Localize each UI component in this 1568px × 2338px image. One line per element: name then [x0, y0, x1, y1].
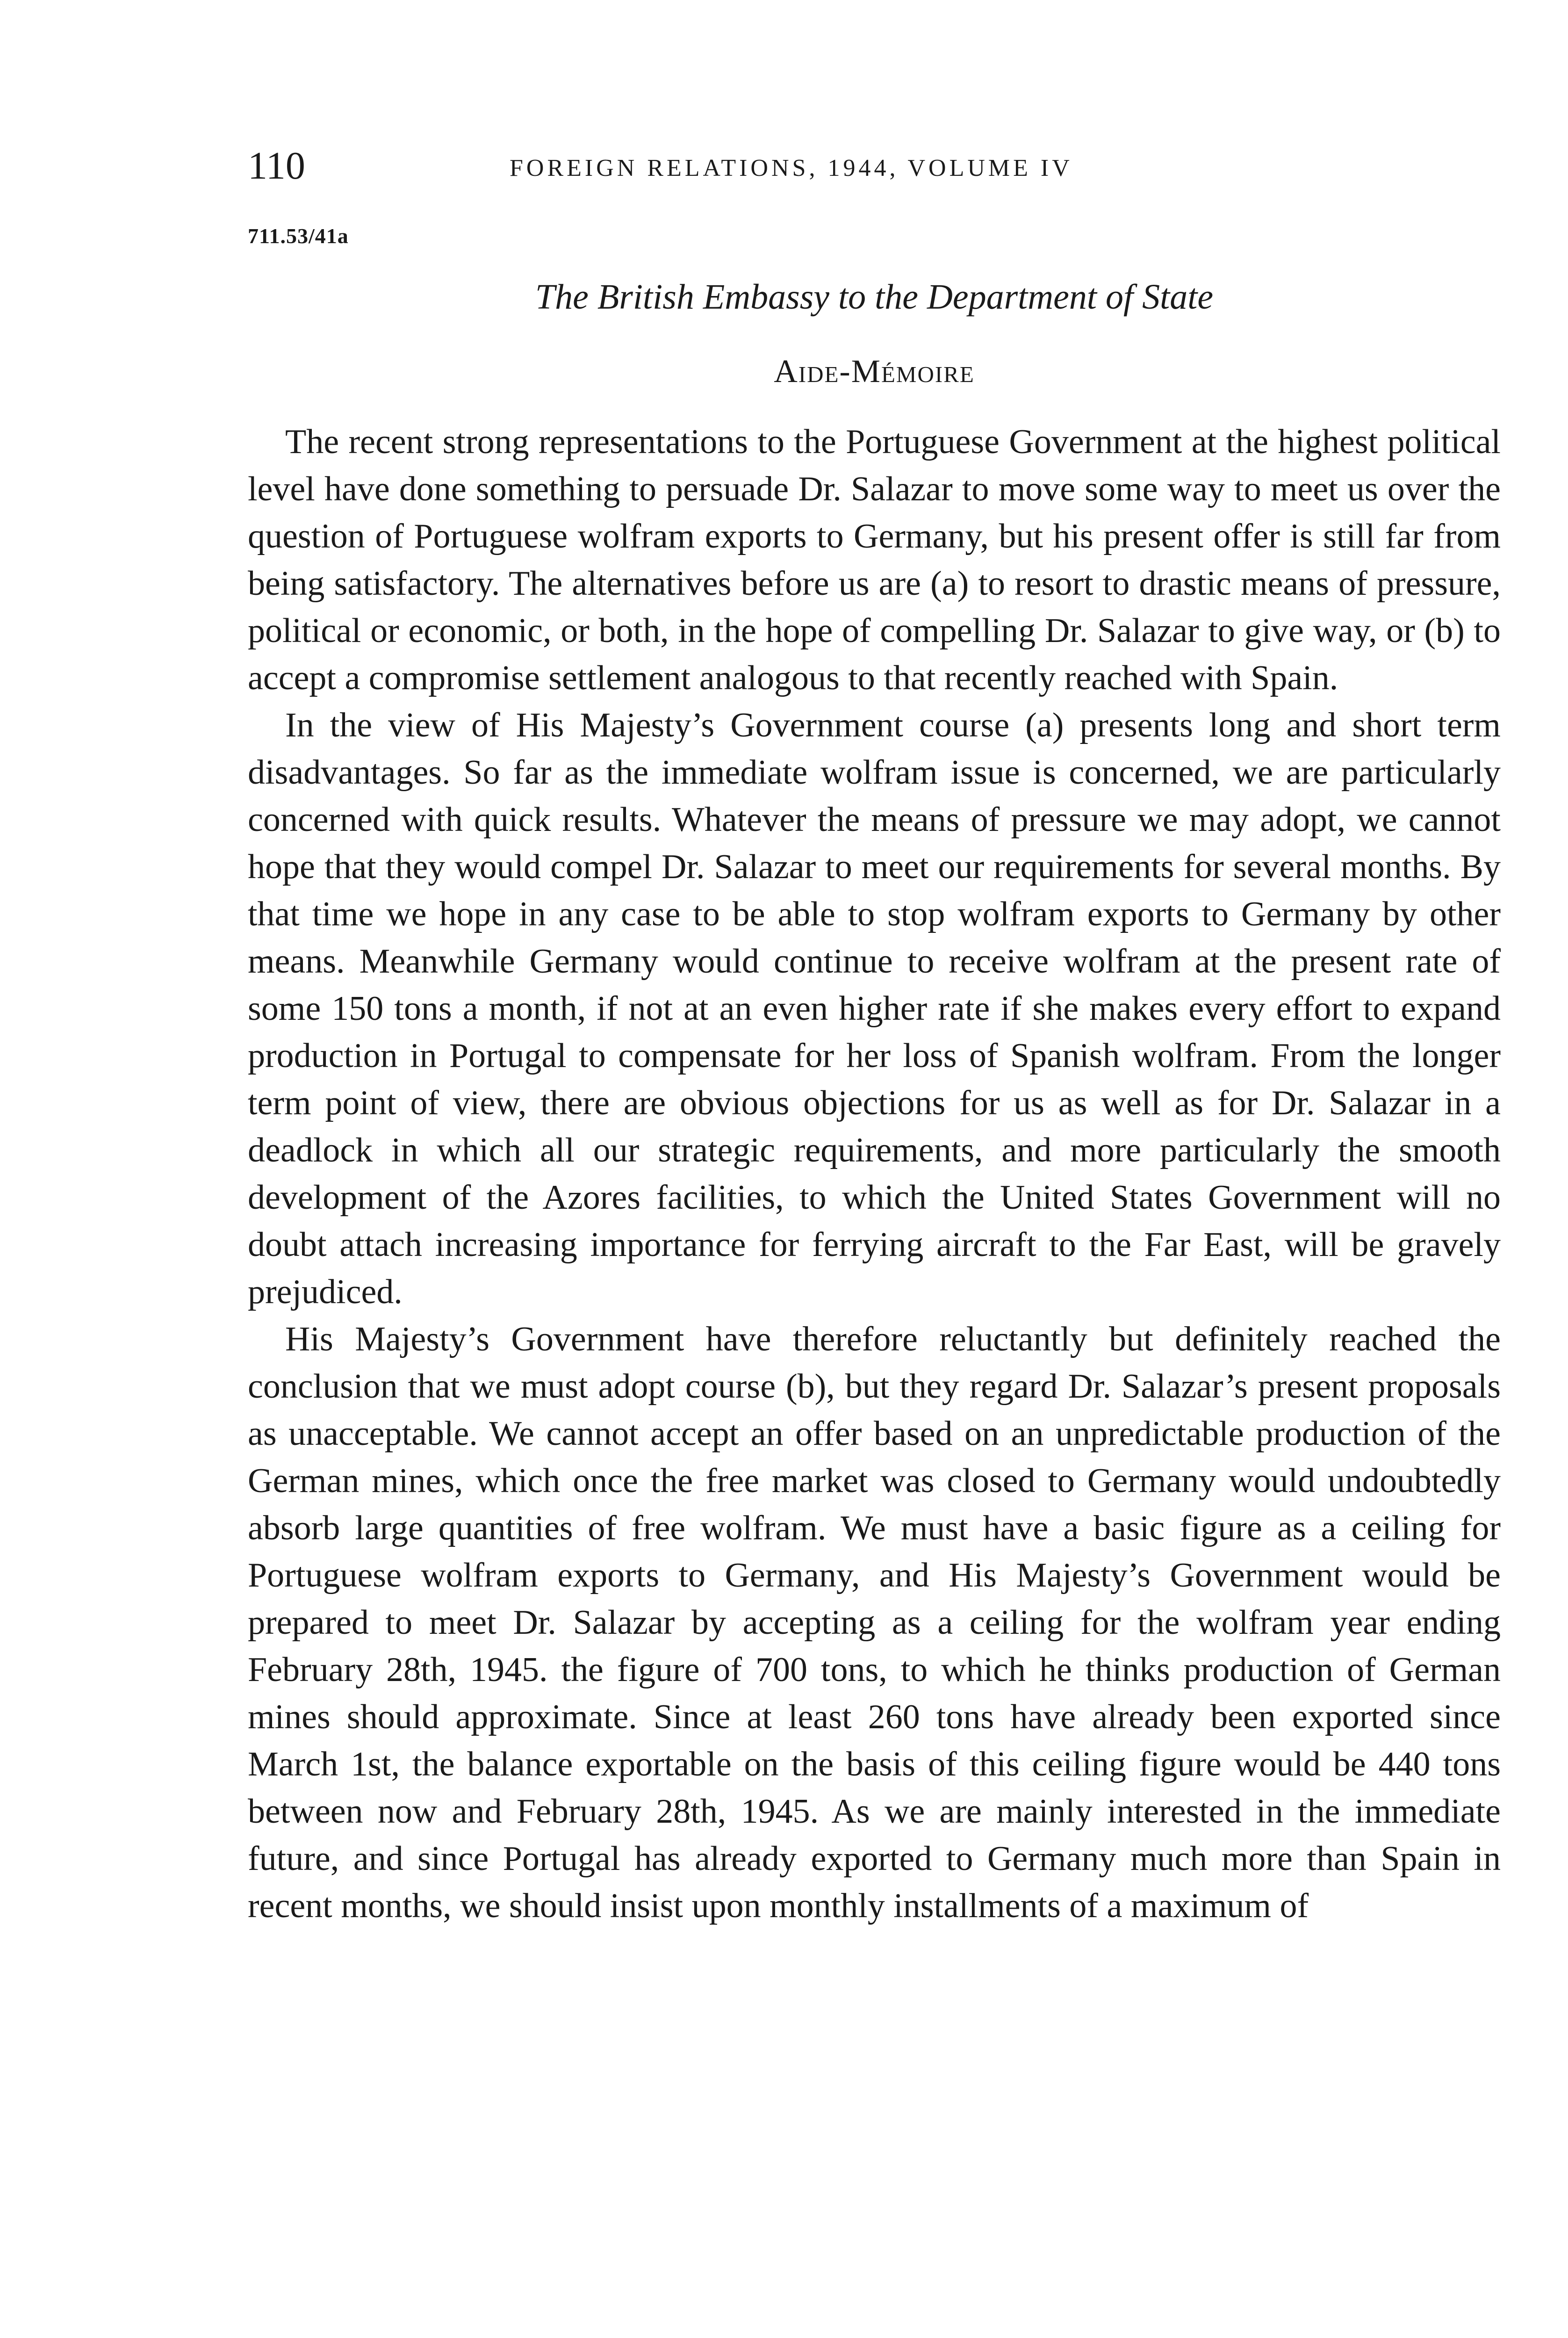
running-header — [248, 140, 1501, 192]
paragraph: The recent strong representations to the Portuguese Government at the highest political level have done something to persuade Dr. Salazar to move some way to meet us over the question of Portuguese wolfram exports to Germany, but his present offer is still far from being satisfactory. The alternatives before us are (a) to resort to drastic means of pressure, political or economic, or both, in the hope of compelling Dr. Salazar to give way, or (b) to accept a compromise settlement analogous to that recently reached with Spain. — [248, 423, 1501, 697]
document-heading: The British Embassy to the Department of State — [535, 277, 1214, 317]
file-number: 711.53/41a — [248, 224, 349, 248]
document-type: Aide-Mémoire — [774, 354, 975, 390]
page-number: 110 — [248, 144, 305, 188]
document-body — [248, 419, 1501, 1930]
paragraph: In the view of His Majesty’s Government course (a) presents long and short term disadvantages. So far as the immediate wolfram issue is concerned, we are particularly concerned with quick results. Whatever the means of pressure we may adopt, we cannot hope that they would compel Dr. Salazar to meet our requirements for several months. By that time we hope in any case to be able to stop wolfram exports to Germany by other means. Meanwhile Germany would continue to receive wolfram at the present rate of some 150 tons a month, if not at an even higher rate if she makes every effort to expand production in Portugal to compensate for her loss of Spanish wolfram. From the longer term point of view, there are obvious objections for us as well as for Dr. Salazar in a deadlock in which all our strategic requirements, and more particularly the smooth development of the Azores facilities, to which the United States Government will no doubt attach increasing importance for ferrying aircraft to the Far East, will be gravely prejudiced. — [248, 706, 1501, 1311]
paragraph: His Majesty’s Government have therefore reluctantly but definitely reached the conclusion that we must adopt course (b), but they regard Dr. Salazar’s present proposals as unacceptable. We cannot accept an offer based on an unpredictable production of the German mines, which once the free market was closed to Germany would undoubtedly absorb large quantities of free wolfram. We must have a basic figure as a ceiling for Portuguese wolfram exports to Germany, and His Majesty’s Government would be prepared to meet Dr. Salazar by accepting as a ceiling for the wolfram year ending February 28th, 1945. the figure of 700 tons, to which he thinks production of German mines should approximate. Since at least 260 tons have already been exported since March 1st, the balance exportable on the basis of this ceiling figure would be 440 tons between now and February 28th, 1945. As we are mainly interested in the immediate future, and since Portugal has already exported to Germany much more than Spain in recent months, we should insist upon monthly installments of a maximum of — [248, 1320, 1501, 1925]
running-title: FOREIGN RELATIONS, 1944, VOLUME IV — [510, 155, 1073, 181]
